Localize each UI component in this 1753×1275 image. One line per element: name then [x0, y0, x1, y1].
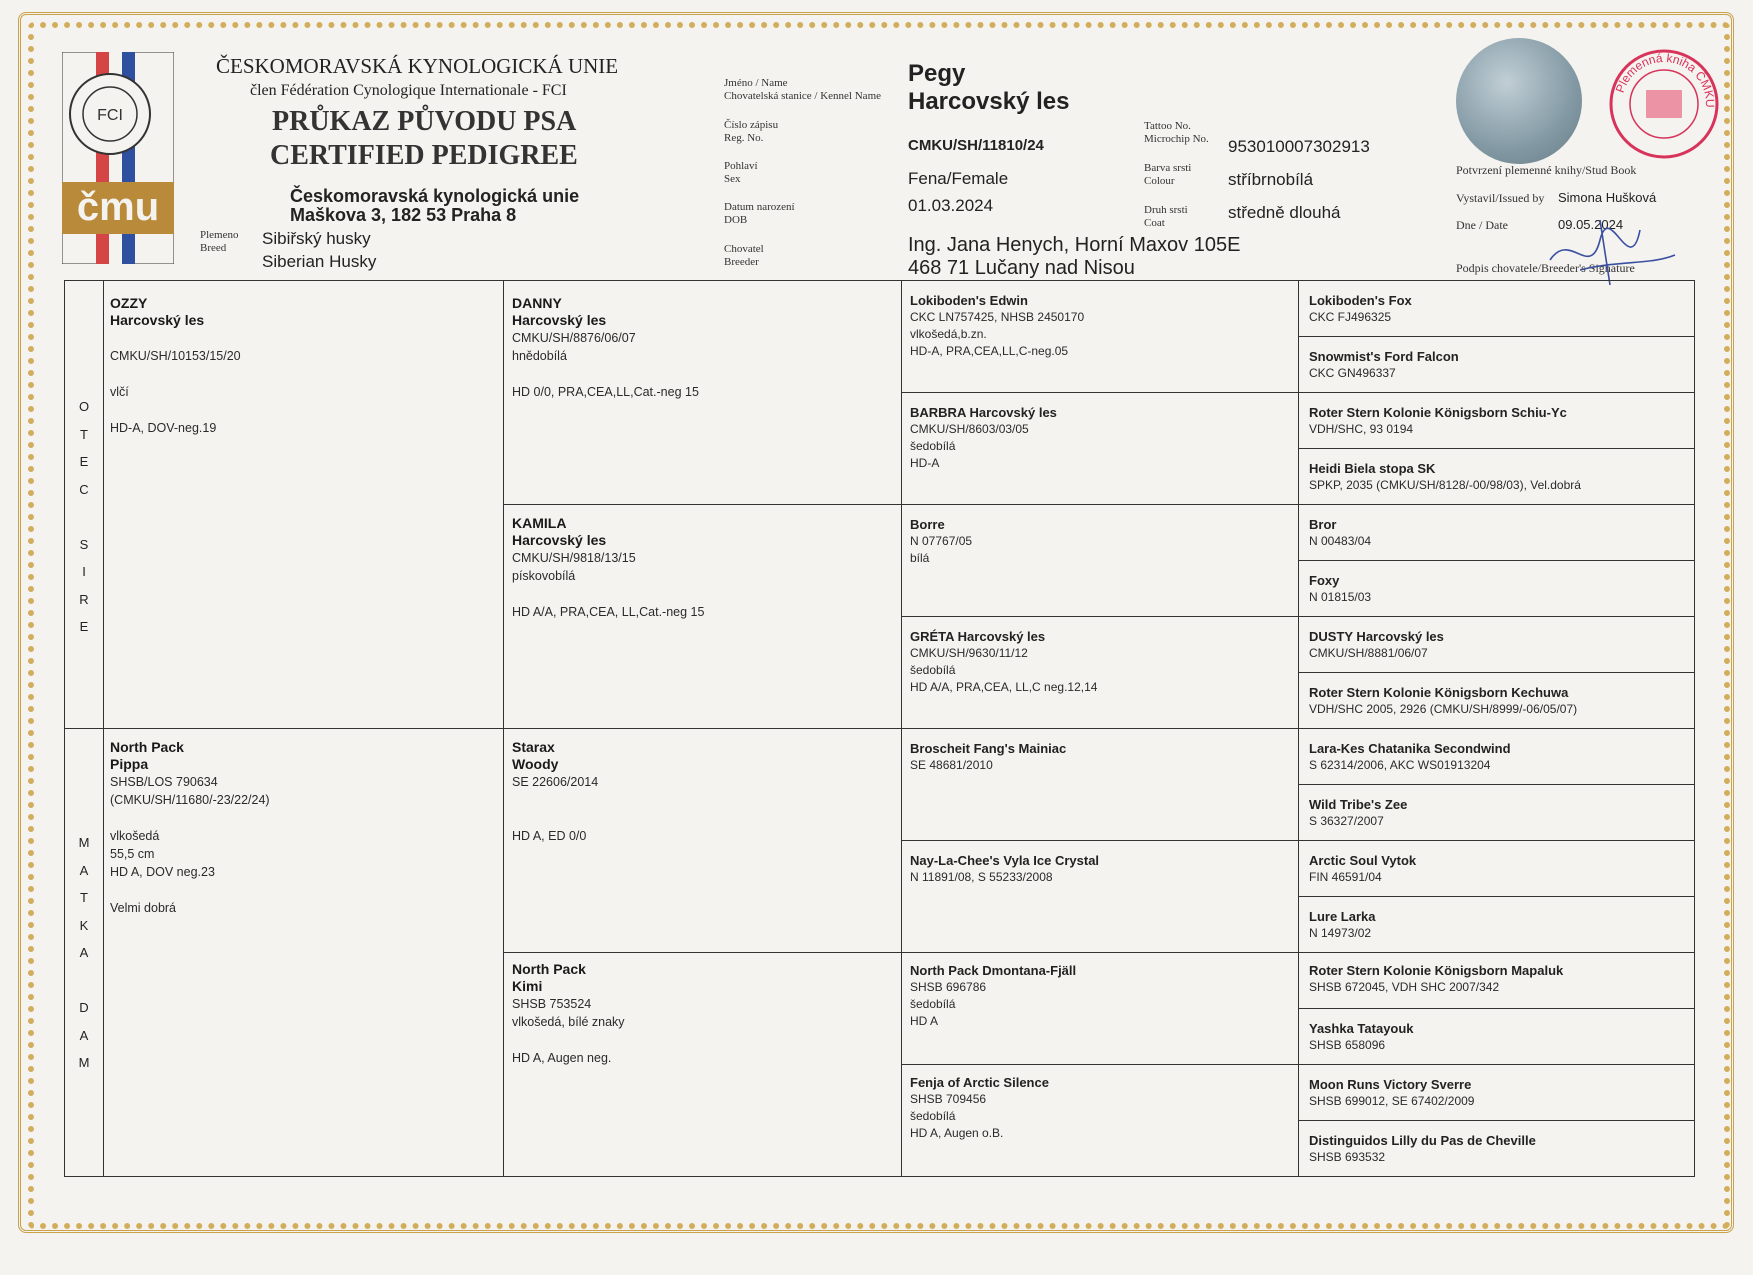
gen4-cell-9: Lara-Kes Chatanika Secondwind S 62314/2006, AKC WS01913204 [1299, 729, 1695, 785]
gen4-cell-13: Roter Stern Kolonie Königsborn Mapaluk SHSB 672045, VDH SHC 2007/342 [1299, 953, 1695, 1009]
colour-label: Barva srsti Colour [1144, 162, 1192, 187]
sex: Fena/Female [908, 169, 1009, 188]
gen4-cell-1: Lokiboden's Fox CKC FJ496325 [1299, 281, 1695, 337]
breed-cz: Sibiřský husky [262, 229, 371, 248]
gen4-cell-3: Roter Stern Kolonie Königsborn Schiu-Yc VDH/SHC, 93 0194 [1299, 393, 1695, 449]
gen3-cell-1: Lokiboden's Edwin CKC LN757425, NHSB 2450170 vlkošedá,b.zn. HD-A, PRA,CEA,LL,C-neg.05 [902, 281, 1299, 393]
sire-cell [104, 281, 504, 729]
gen4-cell-7: DUSTY Harcovský les CMKU/SH/8881/06/07 [1299, 617, 1695, 673]
signature-label: Podpis chovatele/Breeder's Signature [1456, 261, 1635, 275]
dam-kennel: Pippa [110, 756, 149, 772]
breed-en: Siberian Husky [262, 252, 377, 271]
gen2-cell-3: Starax Woody SE 22606/2014 HD A, ED 0/0 [504, 729, 902, 953]
sire-name: OZZY [110, 295, 148, 311]
gen3-cell-2: BARBRA Harcovský les CMKU/SH/8603/03/05 šedobílá HD-A [902, 393, 1299, 505]
gen2-cell-4: North Pack Kimi SHSB 753524 vlkošedá, bílé znaky HD A, Augen neg. [504, 953, 902, 1177]
name-label: Jméno / Name Chovatelská stanice / Kennel Name [724, 77, 882, 102]
sire-colour: vlčí [110, 385, 129, 399]
breed-label: Plemeno Breed [200, 229, 239, 254]
issued-by: Simona Hušková [1558, 190, 1657, 205]
gen4-cell-14: Yashka Tatayouk SHSB 658096 [1299, 1009, 1695, 1065]
stamp-text: Plemenná kniha ČMKU [1612, 50, 1718, 108]
gen2-cell-1: DANNY Harcovský les CMKU/SH/8876/06/07 hnědobílá HD 0/0, PRA,CEA,LL,Cat.-neg 15 [504, 281, 902, 505]
gen3-cell-3: Borre N 07767/05 bílá [902, 505, 1299, 617]
studbook-stamp [1608, 48, 1720, 160]
dog-kennel: Harcovský les [908, 88, 1070, 115]
dam-name: North Pack [110, 739, 184, 755]
dob-label: Datum narození DOB [724, 201, 795, 226]
gen4-cell-10: Wild Tribe's Zee S 36327/2007 [1299, 785, 1695, 841]
title-en: CERTIFIED PEDIGREE [270, 140, 578, 171]
gen3-cell-6: Nay-La-Chee's Vyla Ice Crystal N 11891/08, S 55233/2008 [902, 841, 1299, 953]
gen4-cell-15: Moon Runs Victory Sverre SHSB 699012, SE 67402/2009 [1299, 1065, 1695, 1121]
org-address-line1: Českomoravská kynologická unie [290, 186, 580, 206]
studbook-confirm-label: Potvrzení plemenné knihy/Stud Book [1456, 163, 1637, 177]
date-label: Dne / Date [1456, 218, 1508, 232]
cmku-fci-logo [62, 52, 174, 264]
sire-health: HD-A, DOV-neg.19 [110, 421, 217, 435]
sire-reg: CMKU/SH/10153/15/20 [110, 349, 241, 363]
sire-kennel: Harcovský les [110, 312, 205, 328]
dog-name: Pegy [908, 60, 966, 87]
issue-date: 09.05.2024 [1558, 217, 1624, 232]
sex-label: Pohlaví Sex [724, 160, 758, 185]
gen3-cell-8: Fenja of Arctic Silence SHSB 709456 šedobílá HD A, Augen o.B. [902, 1065, 1299, 1177]
gen4-cell-8: Roter Stern Kolonie Königsborn Kechuwa VDH/SHC 2005, 2926 (CMKU/SH/8999/-06/05/07) [1299, 673, 1695, 729]
breeder-label: Chovatel Breeder [724, 243, 764, 268]
fci-logo-text: FCI [97, 107, 123, 124]
gen4-cell-16: Distinguidos Lilly du Pas de Cheville SHSB 693532 [1299, 1121, 1695, 1177]
microchip: 953010007302913 [1228, 137, 1370, 156]
sire-side-label: O T E C S I R E [65, 281, 104, 729]
dob: 01.03.2024 [908, 196, 994, 215]
gen3-cell-4: GRÉTA Harcovský les CMKU/SH/9630/11/12 šedobílá HD A/A, PRA,CEA, LL,C neg.12,14 [902, 617, 1299, 729]
title-cz: PRŮKAZ PŮVODU PSA [272, 106, 577, 137]
breeder-line2: 468 71 Lučany nad Nisou [908, 257, 1135, 279]
cmku-logo-text: čmu [76, 185, 160, 229]
coat: středně dlouhá [1228, 203, 1341, 222]
dam-cell: North Pack Pippa SHSB/LOS 790634 (CMKU/SH/11680/-23/22/24) vlkošedá 55,5 cm HD A, DOV neg.23 Velmi dobrá [104, 729, 504, 1177]
pedigree-table [64, 280, 1695, 1177]
reg-no: CMKU/SH/11810/24 [908, 137, 1044, 154]
gen2-cell-2: KAMILA Harcovský les CMKU/SH/9818/13/15 pískovobílá HD A/A, PRA,CEA, LL,Cat.-neg 15 [504, 505, 902, 729]
breeder-line1: Ing. Jana Henych, Horní Maxov 105E [908, 234, 1241, 256]
gen4-cell-2: Snowmist's Ford Falcon CKC GN496337 [1299, 337, 1695, 393]
coat-label: Druh srsti Coat [1144, 204, 1188, 229]
reg-label: Číslo zápisu Reg. No. [724, 119, 779, 144]
gen4-cell-12: Lure Larka N 14973/02 [1299, 897, 1695, 953]
colour: stříbrnobílá [1228, 170, 1314, 189]
breeder-signature [1540, 210, 1680, 290]
tattoo-label: Tattoo No. Microchip No. [1144, 120, 1209, 145]
gen4-cell-5: Bror N 00483/04 [1299, 505, 1695, 561]
hologram-seal [1456, 38, 1582, 164]
org-name: ČESKOMORAVSKÁ KYNOLOGICKÁ UNIE [216, 54, 619, 78]
gen4-cell-4: Heidi Biela stopa SK SPKP, 2035 (CMKU/SH/8128/-00/98/03), Vel.dobrá [1299, 449, 1695, 505]
org-address-line2: Maškova 3, 182 53 Praha 8 [290, 205, 517, 225]
gen4-cell-6: Foxy N 01815/03 [1299, 561, 1695, 617]
gen3-cell-5: Broscheit Fang's Mainiac SE 48681/2010 [902, 729, 1299, 841]
fci-member: člen Fédération Cynologique Internationale - FCI [250, 82, 567, 99]
issued-label: Vystavil/Issued by [1456, 191, 1545, 205]
gen3-cell-7: North Pack Dmontana-Fjäll SHSB 696786 šedobílá HD A [902, 953, 1299, 1065]
gen4-cell-11: Arctic Soul Vytok FIN 46591/04 [1299, 841, 1695, 897]
dam-side-label: M A T K A D A M [65, 729, 104, 1177]
